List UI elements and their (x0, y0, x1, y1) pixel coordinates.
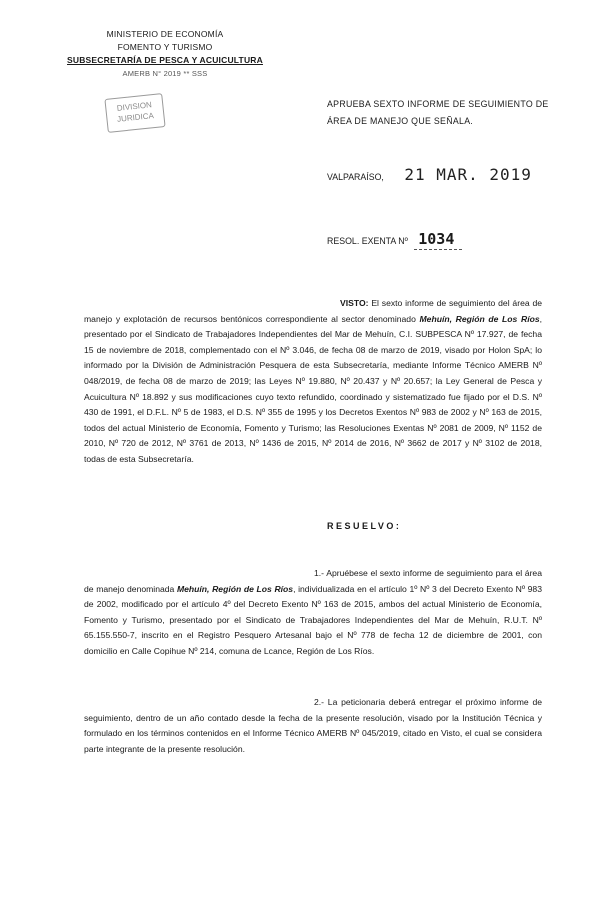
date-line (327, 165, 532, 184)
resuelvo-heading: RESUELVO: (327, 521, 402, 531)
resolution-subject: APRUEBA SEXTO INFORME DE SEGUIMIENTO DE ÁREA DE MANEJO QUE SEÑALA. (327, 99, 549, 126)
ministry-name: MINISTERIO DE ECONOMÍA (106, 29, 224, 39)
article-1 (84, 566, 542, 660)
visto-sector: Mehuín, Región de Los Ríos (419, 313, 540, 324)
subsecretariat-name: SUBSECRETARÍA DE PESCA Y ACUICULTURA (67, 55, 263, 65)
ministry-subname: FOMENTO Y TURISMO (117, 42, 213, 52)
visto-text-1: El sexto informe de seguimiento del área de manejo y explotación de recursos bentónicos correspondiente al sector denominado (84, 298, 542, 324)
visto-paragraph (84, 296, 542, 468)
article-1-sector: Mehuín, Región de Los Ríos (176, 583, 294, 594)
juridica-stamp (104, 93, 165, 133)
reference-code: AMERB N° 2019 ** SSS (122, 69, 208, 78)
resolution-number-line (327, 230, 462, 248)
date-stamp: 21 MAR. 2019 (404, 165, 532, 184)
article-2 (84, 695, 542, 757)
ministry-header (60, 28, 270, 80)
stamp-line-2: JURIDICA (116, 111, 155, 124)
article-1-rest: , individualizada en el artículo 1º Nº 3 del Decreto Exento Nº 983 de 2002, modificado por el artículo 4º del Decreto Exento Nº 163 de 2015, ambos del actual Ministerio de Economía, Fomento y Turismo, presentado por el Sindicato de Trabajadores Independientes del Mar de Mehuín, R.U.T. Nº 65.155.550-7, inscrito en el Registro Pesquero Artesanal bajo el Nº 778 de fecha 12 de diciembre de 2001, con domicilio en Calle Copihue Nº 214, comuna de Lcance, Región de Los Ríos. (84, 583, 542, 656)
resolution-number: 1034 (414, 230, 462, 250)
date-place: VALPARAÍSO, (327, 172, 384, 182)
stamp-line-1: DIVISION (116, 100, 153, 113)
article-2-text: 2.- La peticionaria deberá entregar el próximo informe de seguimiento, dentro de un año contado desde la fecha de la presente resolución, visado por la Institución Técnica y formulado en los términos contenidos en el Informe Técnico AMERB Nº 045/2019, citado en Visto, el cual se considera parte integrante de la presente resolución. (84, 697, 542, 754)
visto-text-2: , presentado por el Sindicato de Trabajadores Independientes del Mar de Mehuín, C.I. SUBPESCA Nº 17.927, de fecha 15 de noviembre de 2018, complementado con el Nº 3.046, de fecha 08 de marzo de 2019, visado por Holon SpA; lo informado por la División de Administración Pesquera de esta Subsecretaría, mediante Informe Técnico AMERB Nº 048/2019, de fecha 08 de marzo de 2019; las Leyes Nº 19.880, Nº 20.437 y Nº 20.657; la Ley General de Pesca y Acuicultura Nº 18.892 y sus modificaciones cuyo texto refundido, coordinado y sistematizado fue fijado por el D.S. Nº 430 de 1991, el D.F.L. Nº 5 de 1983, el D.S. Nº 355 de 1995 y los Decretos Exentos Nº 983 de 2002 y Nº 163 de 2015, todos del actual Ministerio de Economía, Fomento y Turismo; las Resoluciones Exentas Nº 2081 de 2009, Nº 1152 de 2010, Nº 720 de 2012, Nº 3761 de 2013, Nº 1436 de 2015, Nº 2014 de 2016, Nº 3662 de 2017 y Nº 3102 de 2018, todas de esta Subsecretaría. (84, 313, 542, 464)
article-1-lead: 1.- Apruébese el sexto informe de seguimiento para el área de manejo denominada (84, 568, 542, 594)
visto-label: VISTO: (340, 298, 369, 308)
resolution-label: RESOL. EXENTA Nº (327, 236, 408, 246)
